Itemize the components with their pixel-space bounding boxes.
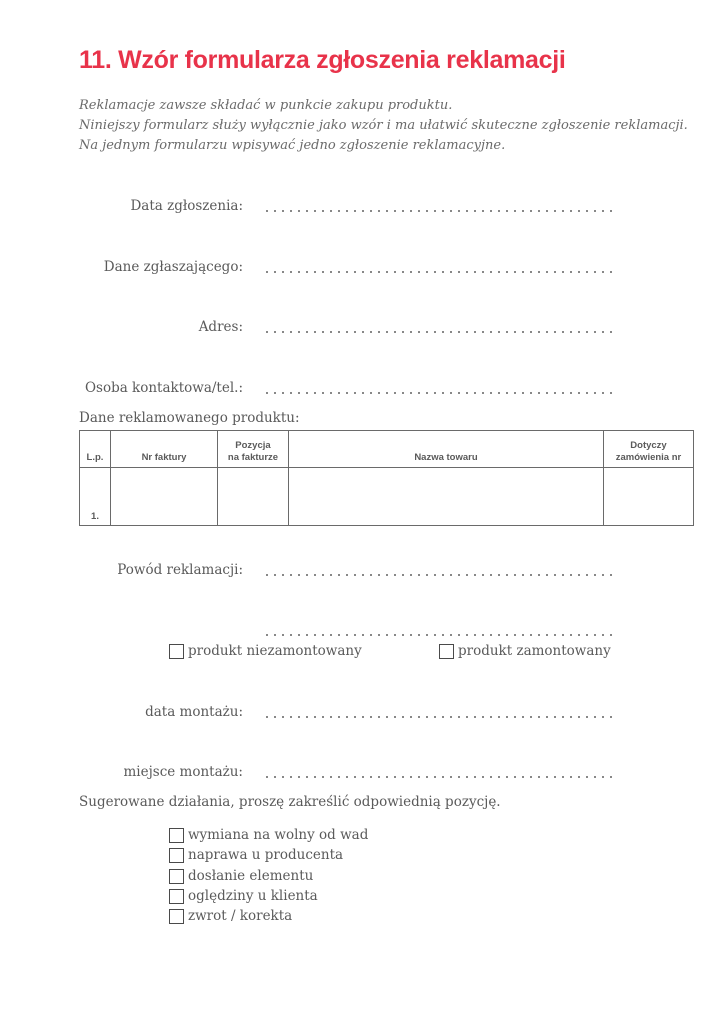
option-not-mounted[interactable] [169, 641, 362, 661]
reason-field-continued[interactable] [263, 634, 615, 636]
reason-field[interactable] [263, 574, 615, 576]
checkbox-inspection[interactable] [169, 889, 184, 904]
product-table [79, 430, 694, 526]
install-date-label: data montażu: [145, 704, 243, 720]
header-position-line1: Pozycja [235, 440, 271, 451]
checkbox-refund[interactable] [169, 909, 184, 924]
address-label: Adres: [198, 319, 243, 335]
checkbox-mounted[interactable] [439, 644, 454, 659]
action-inspection-label: oględziny u klienta [188, 888, 318, 904]
action-repair[interactable] [169, 845, 343, 865]
contact-field[interactable] [263, 392, 615, 394]
reason-label: Powód reklamacji: [117, 562, 243, 578]
header-order [604, 431, 694, 468]
product-section-label: Dane reklamowanego produktu: [79, 410, 300, 426]
cell-lp: 1. [80, 468, 111, 526]
action-refund[interactable] [169, 906, 292, 926]
action-send-part[interactable] [169, 866, 313, 886]
action-refund-label: zwrot / korekta [188, 908, 293, 924]
page-title: 11. Wzór formularza zgłoszenia reklamacji [79, 46, 566, 74]
table-header-row [80, 431, 694, 468]
cell-name[interactable] [289, 468, 604, 526]
date-field[interactable] [263, 210, 615, 212]
suggested-actions-label: Sugerowane działania, proszę zakreślić odpowiednią pozycję. [79, 794, 501, 810]
cell-invoice[interactable] [111, 468, 218, 526]
checkbox-repair[interactable] [169, 848, 184, 863]
install-place-field[interactable] [263, 776, 615, 778]
cell-order[interactable] [604, 468, 694, 526]
action-replace[interactable] [169, 825, 368, 845]
install-place-label: miejsce montażu: [123, 764, 243, 780]
option-mounted[interactable] [439, 641, 611, 661]
table-row [80, 468, 694, 526]
action-repair-label: naprawa u producenta [188, 847, 344, 863]
date-label: Data zgłoszenia: [130, 198, 243, 214]
option-not-mounted-label: produkt niezamontowany [188, 643, 362, 659]
header-order-line2: zamówienia nr [615, 452, 682, 463]
header-position [218, 431, 289, 468]
header-invoice: Nr faktury [111, 431, 218, 468]
address-field[interactable] [263, 331, 615, 333]
header-name: Nazwa towaru [289, 431, 604, 468]
checkbox-replace[interactable] [169, 828, 184, 843]
intro-line: Niniejszy formularz służy wyłącznie jako wzór i ma ułatwić skuteczne zgłoszenie reklamacji. [79, 118, 688, 133]
header-position-line2: na fakturze [227, 452, 279, 463]
checkbox-send-part[interactable] [169, 869, 184, 884]
action-replace-label: wymiana na wolny od wad [188, 827, 369, 843]
intro-line: Na jednym formularzu wpisywać jedno zgłoszenie reklamacyjne. [79, 138, 506, 153]
intro-text [79, 96, 688, 156]
option-mounted-label: produkt zamontowany [458, 643, 611, 659]
intro-line: Reklamacje zawsze składać w punkcie zakupu produktu. [79, 98, 453, 113]
action-inspection[interactable] [169, 886, 318, 906]
action-send-part-label: dosłanie elementu [188, 868, 314, 884]
contact-label: Osoba kontaktowa/tel.: [84, 380, 243, 396]
claimant-label: Dane zgłaszającego: [103, 259, 243, 275]
checkbox-not-mounted[interactable] [169, 644, 184, 659]
header-order-line1: Dotyczy [630, 440, 667, 451]
claimant-field[interactable] [263, 271, 615, 273]
install-date-field[interactable] [263, 716, 615, 718]
cell-position[interactable] [218, 468, 289, 526]
header-lp: L.p. [80, 431, 111, 468]
